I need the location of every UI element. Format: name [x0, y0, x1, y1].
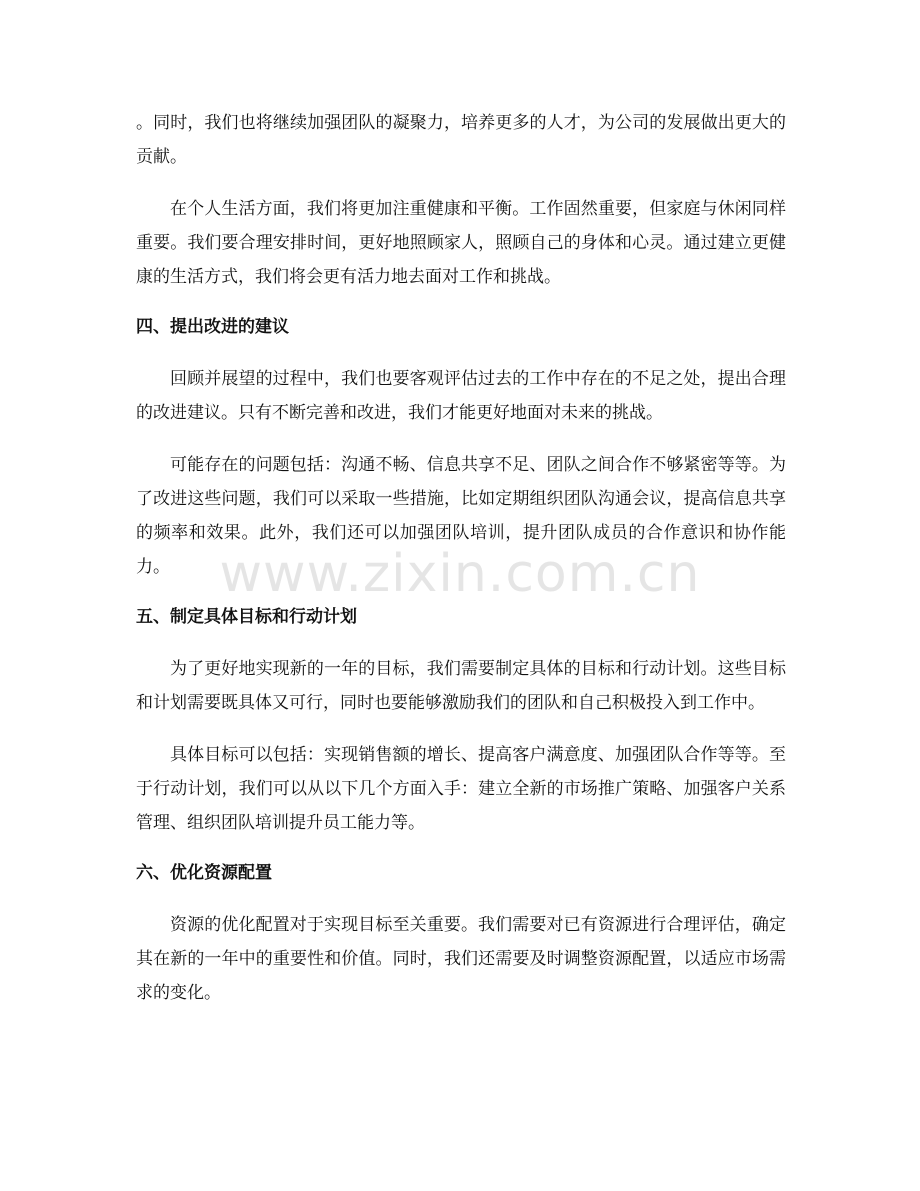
paragraph-problems: 可能存在的问题包括：沟通不畅、信息共享不足、团队之间合作不够紧密等等。为了改进这些问题，我们可以采取一些措施，比如定期组织团队沟通会议，提高信息共享的频率和效果。此外，我们还可以加强团队培训，提升团队成员的合作意识和协作能力。	[136, 455, 786, 577]
paragraph-personal-life: 在个人生活方面，我们将更加注重健康和平衡。工作固然重要，但家庭与休闲同样重要。我们要合理安排时间，更好地照顾家人，照顾自己的身体和心灵。通过建立更健康的生活方式，我们将会更有活力地去面对工作和挑战。	[136, 199, 786, 287]
section-heading-5: 五、制定具体目标和行动计划	[136, 607, 357, 627]
paragraph-resources: 资源的优化配置对于实现目标至关重要。我们需要对已有资源进行合理评估，确定其在新的一年中的重要性和价值。同时，我们还需要及时调整资源配置，以适应市场需求的变化。	[136, 915, 786, 1003]
paragraph-goals: 为了更好地实现新的一年的目标，我们需要制定具体的目标和行动计划。这些目标和计划需要既具体又可行，同时也要能够激励我们的团队和自己积极投入到工作中。	[136, 659, 786, 713]
watermark: www.zixin.com.cn	[219, 544, 701, 604]
section-heading-6: 六、优化资源配置	[136, 863, 272, 883]
paragraph-review: 回顾并展望的过程中，我们也要客观评估过去的工作中存在的不足之处，提出合理的改进建议。只有不断完善和改进，我们才能更好地面对未来的挑战。	[136, 369, 786, 423]
paragraph-continuation: 。同时，我们也将继续加强团队的凝聚力，培养更多的人才，为公司的发展做出更大的贡献。	[136, 113, 786, 167]
paragraph-action-plan: 具体目标可以包括：实现销售额的增长、提高客户满意度、加强团队合作等等。至于行动计划，我们可以从以下几个方面入手：建立全新的市场推广策略、加强客户关系管理、组织团队培训提升员工能力等。	[136, 745, 786, 833]
document-body	[136, 106, 786, 1028]
section-heading-4: 四、提出改进的建议	[136, 317, 289, 337]
